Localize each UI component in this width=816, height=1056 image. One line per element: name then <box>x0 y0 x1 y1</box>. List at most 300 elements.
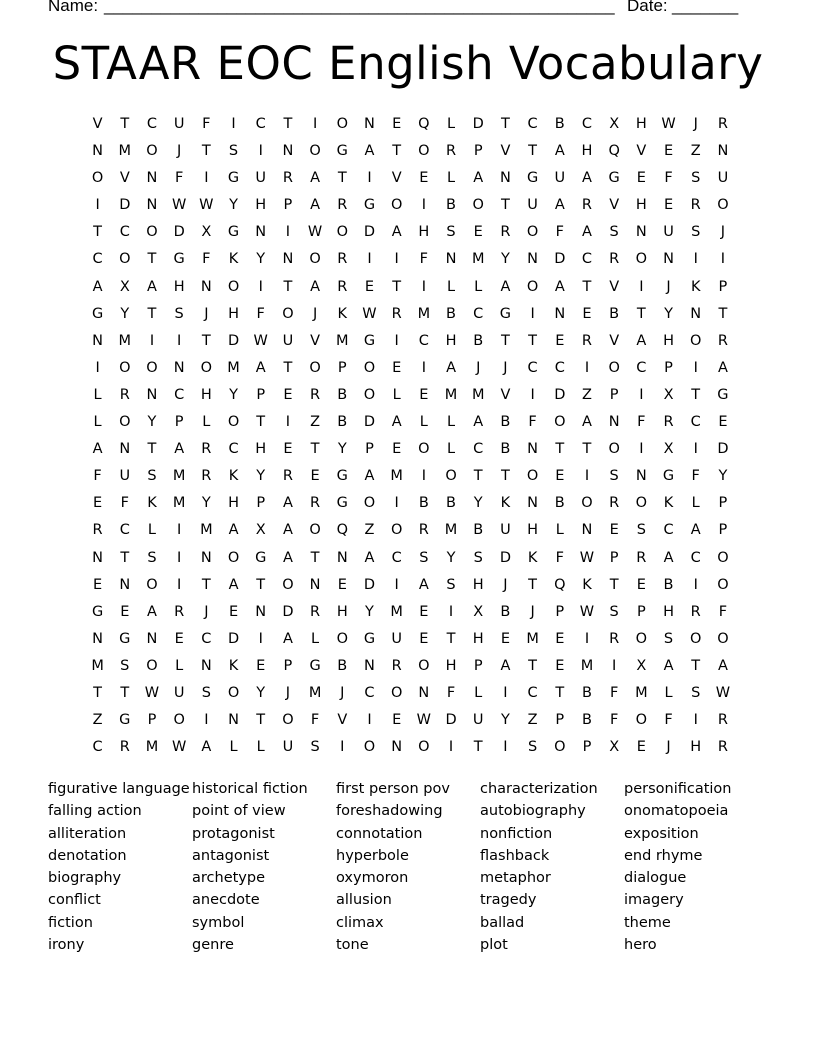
grid-letter: W <box>253 332 268 349</box>
grid-letter: G <box>526 170 539 187</box>
grid-letter: F <box>446 684 456 701</box>
grid-letter: H <box>445 657 457 674</box>
grid-letter: B <box>581 684 592 701</box>
name-label: Name: <box>48 0 99 15</box>
grid-letter: T <box>120 684 130 701</box>
grid-letter: H <box>635 197 647 214</box>
grid-letter: O <box>119 414 131 431</box>
grid-letter: F <box>202 116 211 132</box>
grid-letter: P <box>718 522 728 539</box>
grid-letter: I <box>231 116 236 132</box>
grid-letter: O <box>309 359 321 376</box>
grid-letter: S <box>201 684 211 701</box>
grid-letter: L <box>229 739 238 756</box>
grid-letter: I <box>177 332 182 349</box>
grid-letter: I <box>503 684 508 701</box>
grid-letter: A <box>282 630 293 647</box>
date-blank: _______ <box>672 0 739 15</box>
word-list-item: imagery <box>624 892 684 909</box>
grid-letter: J <box>666 278 671 295</box>
grid-letter: M <box>444 522 458 539</box>
grid-letter: O <box>418 739 430 756</box>
grid-letter: I <box>204 170 209 187</box>
grid-letter: N <box>418 684 430 701</box>
grid-letter: H <box>472 630 484 647</box>
grid-letter: E <box>500 630 510 647</box>
grid-letter: M <box>172 495 186 512</box>
grid-letter: I <box>285 414 291 431</box>
grid-letter: E <box>283 441 293 458</box>
grid-letter: M <box>635 684 648 701</box>
grid-letter: H <box>228 305 239 322</box>
grid-letter: C <box>255 116 266 132</box>
grid-letter: O <box>445 468 457 485</box>
grid-letter: E <box>392 359 402 376</box>
grid-letter: I <box>149 332 155 349</box>
grid-letter: G <box>119 630 131 647</box>
grid-letter: I <box>612 657 617 674</box>
grid-letter: O <box>418 657 430 674</box>
grid-letter: I <box>258 143 263 160</box>
grid-letter: O <box>146 224 158 241</box>
grid-letter: R <box>717 116 728 132</box>
grid-letter: N <box>499 170 511 187</box>
grid-letter: A <box>473 414 484 431</box>
grid-letter: O <box>309 251 321 268</box>
grid-letter: T <box>473 739 483 756</box>
grid-letter: F <box>609 684 619 701</box>
grid-letter: M <box>91 657 104 674</box>
grid-letter: T <box>120 116 130 132</box>
grid-letter: G <box>91 603 104 620</box>
grid-letter: J <box>503 359 508 376</box>
grid-letter: I <box>394 332 399 349</box>
grid-letter: Y <box>256 468 266 485</box>
grid-letter: I <box>204 712 209 729</box>
grid-letter: F <box>664 170 673 187</box>
grid-letter: P <box>147 712 157 729</box>
grid-letter: T <box>500 116 510 132</box>
grid-letter: R <box>609 495 620 512</box>
grid-letter: I <box>584 468 590 485</box>
grid-letter: K <box>228 251 239 268</box>
grid-letter: R <box>581 197 592 214</box>
word-list-item: figurative language <box>48 781 190 797</box>
grid-letter: N <box>282 251 294 268</box>
grid-letter: A <box>364 143 375 160</box>
grid-letter: G <box>173 251 185 268</box>
word-list-item: nonfiction <box>480 825 553 842</box>
grid-letter: T <box>691 657 701 674</box>
grid-letter: N <box>228 712 239 729</box>
grid-letter: K <box>147 495 157 512</box>
grid-letter: Y <box>256 251 266 268</box>
grid-letter: X <box>473 603 484 620</box>
grid-letter: G <box>363 197 376 214</box>
grid-letter: E <box>392 116 402 132</box>
grid-letter: Y <box>500 712 510 729</box>
grid-letter: B <box>446 305 456 322</box>
grid-letter: T <box>283 278 293 295</box>
grid-letter: T <box>147 441 157 458</box>
grid-letter: B <box>581 712 592 729</box>
grid-letter: G <box>499 305 512 322</box>
grid-letter: O <box>282 305 294 322</box>
grid-letter: U <box>173 116 185 132</box>
grid-letter: N <box>663 251 674 268</box>
grid-letter: A <box>364 468 375 485</box>
grid-letter: N <box>635 224 647 241</box>
grid-letter: R <box>391 657 402 674</box>
grid-letter: D <box>554 251 566 268</box>
grid-letter: C <box>473 305 484 322</box>
grid-letter: I <box>312 116 318 132</box>
grid-letter: I <box>530 386 535 403</box>
grid-letter: T <box>718 305 728 322</box>
grid-letter: G <box>608 170 620 187</box>
grid-letter: A <box>418 576 429 593</box>
grid-letter: G <box>363 332 376 349</box>
grid-letter: I <box>503 739 508 756</box>
grid-letter: U <box>527 197 538 214</box>
grid-letter: A <box>228 576 239 593</box>
grid-letter: O <box>526 224 539 241</box>
grid-letter: R <box>418 522 429 539</box>
grid-letter: O <box>390 522 403 539</box>
grid-letter: I <box>177 522 182 539</box>
grid-letter: D <box>363 224 376 241</box>
grid-letter: F <box>609 712 619 729</box>
grid-letter: L <box>202 414 211 431</box>
grid-letter: X <box>636 657 647 674</box>
grid-letter: O <box>309 522 321 539</box>
grid-letter: E <box>364 278 375 295</box>
grid-letter: T <box>392 278 402 295</box>
grid-letter: T <box>555 441 565 458</box>
grid-letter: S <box>691 684 701 701</box>
grid-letter: O <box>227 278 240 295</box>
grid-letter: C <box>527 684 538 701</box>
grid-letter: T <box>337 170 347 187</box>
grid-letter: E <box>93 576 103 593</box>
word-list-item: denotation <box>48 847 127 864</box>
grid-letter: E <box>636 170 646 187</box>
grid-letter: X <box>201 224 212 241</box>
grid-letter: O <box>227 414 240 431</box>
grid-letter: V <box>636 143 647 160</box>
grid-letter: N <box>146 197 158 214</box>
grid-letter: E <box>663 197 674 214</box>
grid-letter: A <box>364 549 375 566</box>
word-list-item: tragedy <box>480 892 537 909</box>
grid-letter: P <box>283 197 293 214</box>
grid-letter: L <box>256 739 265 756</box>
grid-letter: R <box>581 332 592 349</box>
grid-letter: L <box>555 522 564 539</box>
grid-letter: O <box>635 630 648 647</box>
grid-letter: N <box>527 495 539 512</box>
grid-letter: L <box>446 414 456 431</box>
grid-letter: T <box>283 116 293 132</box>
grid-letter: A <box>717 359 728 376</box>
grid-letter: A <box>201 739 212 756</box>
grid-letter: N <box>336 549 348 566</box>
grid-letter: R <box>119 739 130 756</box>
grid-letter: S <box>691 170 701 187</box>
grid-letter: M <box>145 739 159 756</box>
grid-letter: I <box>95 359 100 376</box>
grid-letter: A <box>255 359 266 376</box>
grid-letter: Y <box>500 251 510 268</box>
word-list <box>48 778 768 956</box>
grid-letter: E <box>636 739 646 756</box>
grid-letter: S <box>446 576 456 593</box>
grid-letter: W <box>307 224 323 241</box>
grid-letter: O <box>363 386 376 403</box>
grid-letter: A <box>582 170 592 187</box>
grid-letter: R <box>663 414 674 431</box>
grid-letter: P <box>283 657 293 674</box>
grid-letter: R <box>445 143 457 160</box>
grid-letter: F <box>174 170 184 187</box>
grid-letter: N <box>173 359 185 376</box>
grid-letter: N <box>146 630 158 647</box>
grid-letter: J <box>204 305 209 322</box>
grid-letter: I <box>367 170 372 187</box>
grid-letter: H <box>336 603 348 620</box>
word-list-item: onomatopoeia <box>624 803 729 820</box>
grid-letter: I <box>421 468 426 485</box>
grid-letter: Z <box>527 712 538 729</box>
grid-letter: Y <box>201 495 211 512</box>
word-list-item: conflict <box>48 892 101 909</box>
grid-letter: Z <box>92 712 103 729</box>
grid-letter: D <box>554 386 566 403</box>
grid-letter: I <box>394 576 399 593</box>
grid-letter: J <box>693 116 698 132</box>
grid-letter: R <box>337 278 348 295</box>
grid-letter: Z <box>310 414 321 431</box>
word-list-item: genre <box>192 937 234 954</box>
grid-letter: T <box>256 712 266 729</box>
grid-letter: O <box>418 441 430 458</box>
grid-letter: N <box>200 278 212 295</box>
grid-letter: B <box>337 657 348 674</box>
grid-letter: G <box>336 468 348 485</box>
grid-letter: T <box>283 359 293 376</box>
grid-letter: A <box>391 414 402 431</box>
grid-letter: C <box>174 386 185 403</box>
grid-letter: G <box>119 712 131 729</box>
grid-letter: N <box>554 305 566 322</box>
grid-letter: F <box>528 414 537 431</box>
grid-letter: C <box>581 251 593 268</box>
grid-letter: O <box>146 576 158 593</box>
grid-letter: S <box>527 739 538 756</box>
grid-letter: C <box>119 522 130 539</box>
header-line <box>48 0 748 20</box>
grid-letter: H <box>663 603 674 620</box>
grid-letter: O <box>690 630 702 647</box>
grid-letter: E <box>473 224 483 241</box>
word-list-item: plot <box>480 937 508 954</box>
grid-letter: R <box>391 305 402 322</box>
grid-letter: N <box>527 441 539 458</box>
grid-letter: O <box>363 739 376 756</box>
word-list-item: protagonist <box>192 825 275 842</box>
grid-letter: A <box>310 278 321 295</box>
grid-letter: B <box>446 197 456 214</box>
grid-letter: C <box>636 359 647 376</box>
grid-letter: A <box>310 197 321 214</box>
grid-letter: T <box>201 576 211 593</box>
grid-letter: C <box>554 359 565 376</box>
grid-letter: T <box>120 549 130 566</box>
grid-letter: R <box>690 197 701 214</box>
grid-letter: A <box>282 495 293 512</box>
grid-letter: H <box>581 143 593 160</box>
grid-letter: J <box>720 224 726 241</box>
grid-letter: W <box>579 603 595 620</box>
grid-letter: G <box>717 386 729 403</box>
grid-letter: V <box>609 278 620 295</box>
grid-letter: B <box>554 495 565 512</box>
grid-letter: T <box>528 332 538 349</box>
grid-letter: B <box>337 414 348 431</box>
grid-letter: T <box>691 386 701 403</box>
grid-letter: R <box>201 468 212 485</box>
grid-letter: E <box>93 495 103 512</box>
grid-letter: V <box>609 197 620 214</box>
grid-letter: T <box>392 143 402 160</box>
grid-letter: I <box>720 251 726 268</box>
grid-letter: T <box>93 224 103 241</box>
word-list-item: ballad <box>480 914 525 931</box>
grid-letter: O <box>581 495 593 512</box>
grid-letter: T <box>446 630 456 647</box>
grid-letter: Y <box>229 386 238 403</box>
grid-letter: T <box>636 305 646 322</box>
grid-letter: Y <box>473 495 483 512</box>
grid-letter: D <box>282 603 294 620</box>
grid-letter: K <box>228 468 239 485</box>
grid-letter: E <box>392 441 402 458</box>
grid-letter: I <box>639 441 644 458</box>
word-list-item: tone <box>336 937 369 954</box>
grid-letter: N <box>92 549 104 566</box>
grid-letter: C <box>663 522 674 539</box>
grid-letter: T <box>500 468 510 485</box>
grid-letter: O <box>554 739 566 756</box>
grid-letter: L <box>446 116 456 132</box>
grid-letter: I <box>584 359 590 376</box>
grid-letter: O <box>554 414 566 431</box>
grid-letter: C <box>690 414 701 431</box>
grid-letter: B <box>418 495 429 512</box>
grid-letter: J <box>340 684 345 701</box>
grid-letter: O <box>282 712 294 729</box>
grid-letter: T <box>473 468 483 485</box>
grid-letter: J <box>666 739 671 756</box>
grid-letter: L <box>93 386 102 403</box>
grid-letter: F <box>93 468 102 485</box>
grid-letter: W <box>171 197 187 214</box>
grid-letter: K <box>690 278 701 295</box>
grid-letter: W <box>171 739 187 756</box>
grid-letter: J <box>530 603 535 620</box>
word-list-item: end rhyme <box>624 847 703 864</box>
grid-letter: X <box>119 278 130 295</box>
grid-letter: E <box>228 603 239 620</box>
grid-letter: U <box>472 712 484 729</box>
grid-letter: R <box>717 332 728 349</box>
word-list-item: theme <box>624 914 671 931</box>
grid-letter: E <box>256 657 266 674</box>
grid-letter: I <box>639 278 644 295</box>
grid-letter: A <box>554 197 565 214</box>
grid-letter: A <box>554 278 565 295</box>
grid-letter: O <box>526 468 539 485</box>
grid-letter: R <box>717 739 728 756</box>
grid-letter: A <box>663 549 674 566</box>
grid-letter: K <box>582 576 592 593</box>
grid-letter: G <box>336 143 348 160</box>
grid-letter: K <box>337 305 348 322</box>
grid-letter: N <box>92 143 104 160</box>
grid-letter: U <box>663 224 674 241</box>
grid-letter: N <box>445 251 457 268</box>
grid-letter: Y <box>229 197 238 214</box>
grid-letter: N <box>255 224 267 241</box>
grid-letter: X <box>663 441 674 458</box>
grid-letter: M <box>308 684 322 701</box>
grid-letter: I <box>693 576 698 593</box>
grid-letter: S <box>228 143 239 160</box>
grid-letter: P <box>609 386 619 403</box>
grid-letter: D <box>363 414 376 431</box>
grid-letter: L <box>664 684 673 701</box>
grid-letter: P <box>582 739 592 756</box>
grid-letter: N <box>581 522 593 539</box>
grid-letter: H <box>418 224 430 241</box>
grid-letter: M <box>580 657 594 674</box>
grid-letter: Z <box>690 143 701 160</box>
grid-letter: H <box>445 332 457 349</box>
grid-letter: O <box>282 576 294 593</box>
grid-letter: T <box>201 332 211 349</box>
grid-letter: I <box>95 197 100 214</box>
grid-letter: Y <box>120 305 130 322</box>
grid-letter: Y <box>664 305 673 322</box>
grid-letter: R <box>636 549 647 566</box>
grid-letter: E <box>582 305 592 322</box>
word-list-item: first person pov <box>336 781 450 797</box>
grid-letter: E <box>310 468 320 485</box>
grid-letter: V <box>310 332 321 349</box>
grid-letter: X <box>609 739 620 756</box>
grid-letter: B <box>554 116 565 132</box>
grid-letter: I <box>421 197 426 214</box>
grid-letter: O <box>119 359 131 376</box>
grid-letter: E <box>419 170 429 187</box>
grid-letter: N <box>391 739 403 756</box>
grid-letter: Y <box>147 414 157 431</box>
grid-letter: Q <box>608 143 620 160</box>
grid-letter: N <box>119 441 131 458</box>
grid-letter: I <box>285 224 291 241</box>
grid-letter: O <box>336 630 348 647</box>
grid-letter: P <box>174 414 184 431</box>
